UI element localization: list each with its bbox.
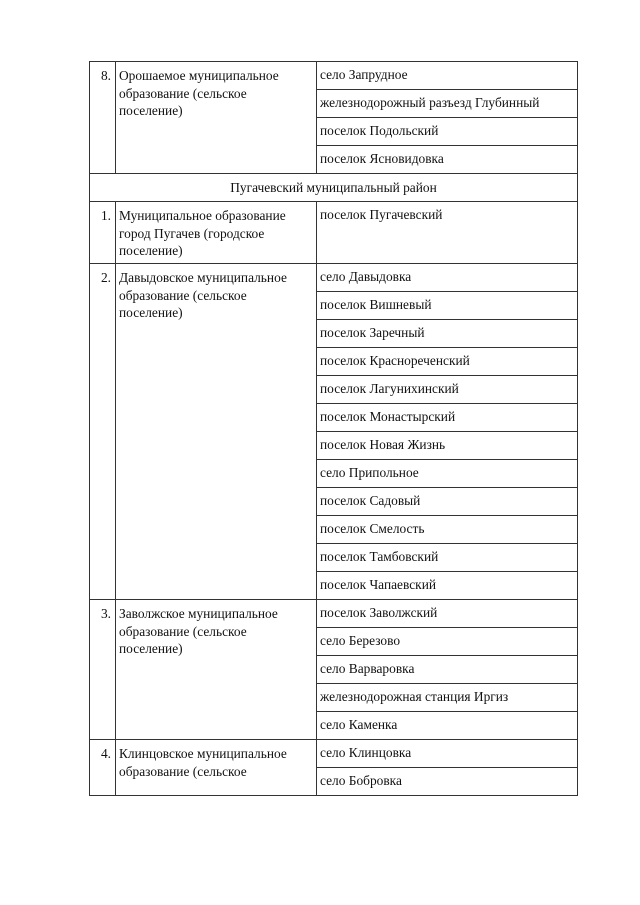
settlement-name: поселок Тамбовский — [317, 544, 578, 572]
municipality-name: Муниципальное образование город Пугачев (городское поселение) — [116, 202, 317, 264]
settlement-name: поселок Чапаевский — [317, 572, 578, 600]
settlement-name: село Бобровка — [317, 768, 578, 796]
settlement-name: поселок Заречный — [317, 320, 578, 348]
settlement-name: поселок Краснореченский — [317, 348, 578, 376]
settlements-table-page — [89, 61, 577, 796]
settlement-name: поселок Вишневый — [317, 292, 578, 320]
table-row — [90, 264, 578, 292]
table-row — [90, 202, 578, 264]
municipality-name: Клинцовское муниципальное образование (сельское — [116, 740, 317, 796]
settlements-table-body — [90, 62, 578, 796]
district-title: Пугачевский муниципальный район — [90, 174, 578, 202]
table-row — [90, 62, 578, 90]
settlement-name: село Каменка — [317, 712, 578, 740]
settlement-name: железнодорожная станция Иргиз — [317, 684, 578, 712]
settlement-name: село Запрудное — [317, 62, 578, 90]
settlement-name: поселок Лагунихинский — [317, 376, 578, 404]
settlement-name: село Клинцовка — [317, 740, 578, 768]
settlement-name: село Припольное — [317, 460, 578, 488]
settlement-name: поселок Заволжский — [317, 600, 578, 628]
settlement-name: поселок Садовый — [317, 488, 578, 516]
municipality-name: Заволжское муниципальное образование (сельское поселение) — [116, 600, 317, 740]
table-row — [90, 740, 578, 768]
settlement-name: село Давыдовка — [317, 264, 578, 292]
settlement-name: поселок Новая Жизнь — [317, 432, 578, 460]
settlement-name: село Березово — [317, 628, 578, 656]
settlement-name: поселок Смелость — [317, 516, 578, 544]
row-number: 2. — [90, 264, 116, 600]
settlement-name: село Варваровка — [317, 656, 578, 684]
settlement-name: поселок Монастырский — [317, 404, 578, 432]
district-header-row — [90, 174, 578, 202]
municipality-name: Орошаемое муниципальное образование (сельское поселение) — [116, 62, 317, 174]
settlement-name: поселок Подольский — [317, 118, 578, 146]
municipality-name: Давыдовское муниципальное образование (сельское поселение) — [116, 264, 317, 600]
settlement-name: поселок Пугачевский — [317, 202, 578, 264]
settlement-name: железнодорожный разъезд Глубинный — [317, 90, 578, 118]
settlement-name: поселок Ясновидовка — [317, 146, 578, 174]
row-number: 3. — [90, 600, 116, 740]
table-row — [90, 600, 578, 628]
row-number: 4. — [90, 740, 116, 796]
settlements-table — [89, 61, 578, 796]
row-number: 8. — [90, 62, 116, 174]
row-number: 1. — [90, 202, 116, 264]
